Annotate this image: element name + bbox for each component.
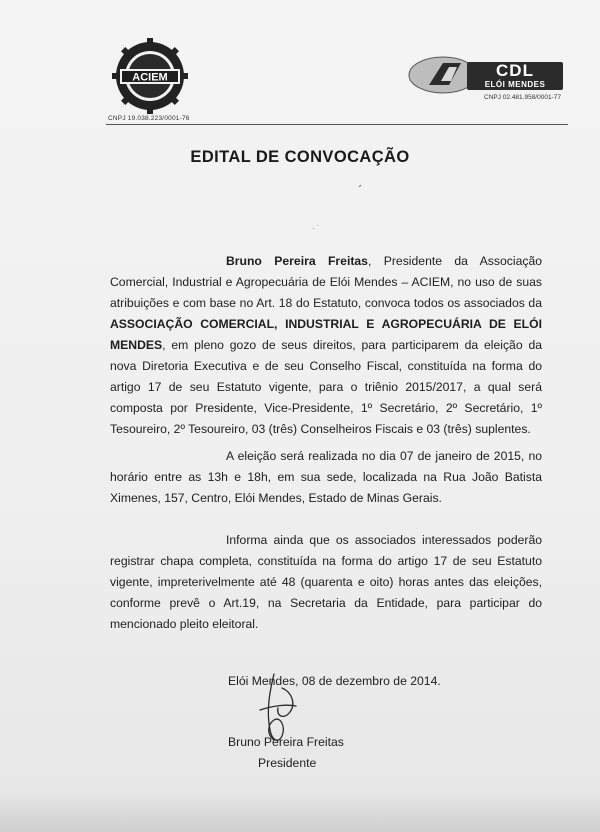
paragraph1-text-b: , em pleno gozo de seus direitos, para participarem da eleição da nova Diretoria Executiva e de seu Conselho Fiscal, constituída na forma do artigo 17 de seu Estatuto vigente, para o triênio 2015/2017, a qual será composta por Presidente, Vice-Presidente, 1º Secretário, 2º Secretário, 1º Tesoureiro, 2º Tesoureiro, 03 (três) Conselheiros Fiscais e 03 (três) suplentes. [110,338,542,436]
signer-role: Presidente [258,756,317,770]
document-title: EDITAL DE CONVOCAÇÃO [190,148,410,166]
association-name: ASSOCIAÇÃO COMERCIAL, INDUSTRIAL E AGROPECUÁRIA DE ELÓI MENDES [110,317,542,352]
cdl-cnpj: CNPJ 02.481.958/0001-77 [484,94,561,101]
president-name: Bruno Pereira Freitas [226,254,368,268]
place-date: Elói Mendes, 08 de dezembro de 2014. [228,674,441,688]
aciem-logo-text: ACIEM [132,71,168,84]
header-divider [106,124,568,125]
cdl-logo-title: CDL [496,61,534,80]
signer-name: Bruno Pereira Freitas [228,735,344,749]
aciem-logo [112,38,188,114]
scan-speck: · ˙ [312,224,320,233]
paragraph-registration: Informa ainda que os associados interessados poderão registrar chapa completa, constituída na forma do artigo 17 de seu Estatuto vigente, impreterivelmente até 48 (quarenta e oito) horas antes das eleições, conforme prevê o Art.19, na Secretaria da Entidade, para participar do mencionado pleito eleitoral. [110,533,542,631]
cdl-logo-subtitle: ELÓI MENDES [484,80,546,89]
cdl-logo [467,62,563,90]
paragraph1-text-a: , Presidente da Associação Comercial, Industrial e Agropecuária de Elói Mendes – ACIEM, no uso de suas atribuições e com base no Art. 18 do Estatuto, convoca todos os associados da [110,254,542,310]
paragraph-election-details: A eleição será realizada no dia 07 de janeiro de 2015, no horário entre as 13h e 18h, em sua sede, localizada na Rua João Batista Ximenes, 157, Centro, Elói Mendes, Estado de Minas Gerais. [110,449,542,505]
paragraph-convocation [110,251,542,440]
aciem-cnpj: CNPJ 19.038.223/0001-76 [108,115,190,122]
pen-mark: ˊ [358,183,362,197]
